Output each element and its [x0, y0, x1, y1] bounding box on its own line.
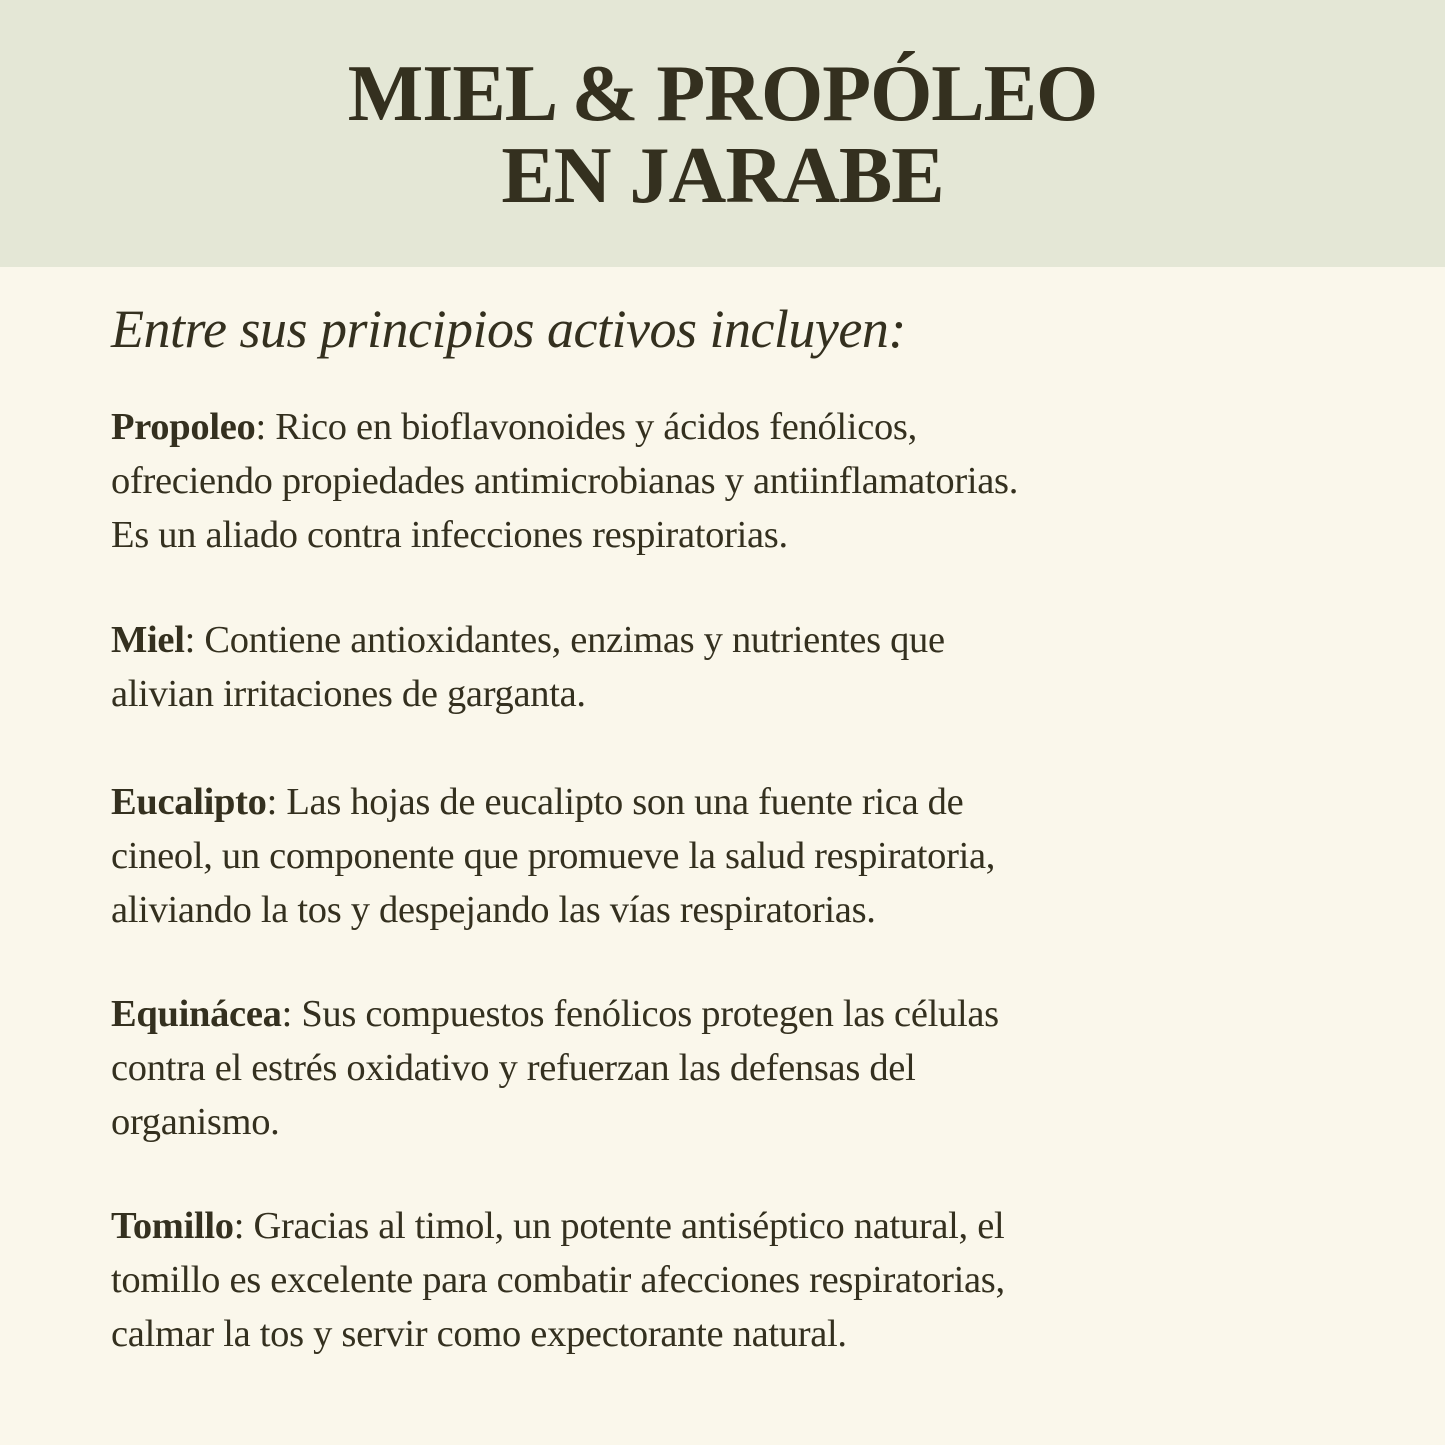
page-title-line-1: MIEL & PROPÓLEO — [347, 50, 1098, 138]
ingredient-line: ofreciendo propiedades antimicrobianas y antiinflamatorias. — [111, 460, 1019, 502]
ingredient-eucalipto — [111, 775, 1371, 937]
ingredient-description: : Gracias al timol, un potente antiséptico natural, el — [233, 1205, 1005, 1247]
ingredient-propoleo — [111, 400, 1371, 562]
ingredient-line — [111, 987, 1371, 1041]
ingredient-line: organismo. — [111, 1101, 280, 1143]
ingredient-description: : Las hojas de eucalipto son una fuente rica de — [266, 781, 964, 823]
intro-subtitle: Entre sus principios activos incluyen: — [111, 299, 906, 359]
ingredient-line: calmar la tos y servir como expectorante natural. — [111, 1313, 847, 1355]
ingredient-line: cineol, un componente que promueve la salud respiratoria, — [111, 835, 996, 877]
ingredient-description: : Contiene antioxidantes, enzimas y nutrientes que — [184, 619, 945, 661]
ingredient-line: Es un aliado contra infecciones respiratorias. — [111, 514, 788, 556]
ingredient-line: alivian irritaciones de garganta. — [111, 673, 586, 715]
ingredient-name: Miel — [111, 619, 185, 661]
ingredient-name: Equinácea — [111, 993, 282, 1035]
ingredient-name: Propoleo — [111, 406, 256, 448]
header-banner — [0, 0, 1445, 267]
ingredient-name: Eucalipto — [111, 781, 267, 823]
ingredient-line — [111, 1199, 1371, 1253]
ingredient-line: aliviando la tos y despejando las vías respiratorias. — [111, 889, 876, 931]
ingredient-line: contra el estrés oxidativo y refuerzan las defensas del — [111, 1047, 916, 1089]
ingredient-line — [111, 400, 1371, 454]
ingredient-description: : Rico en bioflavonoides y ácidos fenólicos, — [255, 406, 917, 448]
ingredient-line — [111, 613, 1371, 667]
ingredient-tomillo — [111, 1199, 1371, 1361]
ingredient-miel — [111, 613, 1371, 721]
ingredient-line — [111, 775, 1371, 829]
page-title-line-2: EN JARABE — [501, 132, 944, 220]
ingredient-line: tomillo es excelente para combatir afecciones respiratorias, — [111, 1259, 1005, 1301]
ingredient-name: Tomillo — [111, 1205, 234, 1247]
ingredient-description: : Sus compuestos fenólicos protegen las células — [281, 993, 999, 1035]
ingredient-equinacea — [111, 987, 1371, 1149]
